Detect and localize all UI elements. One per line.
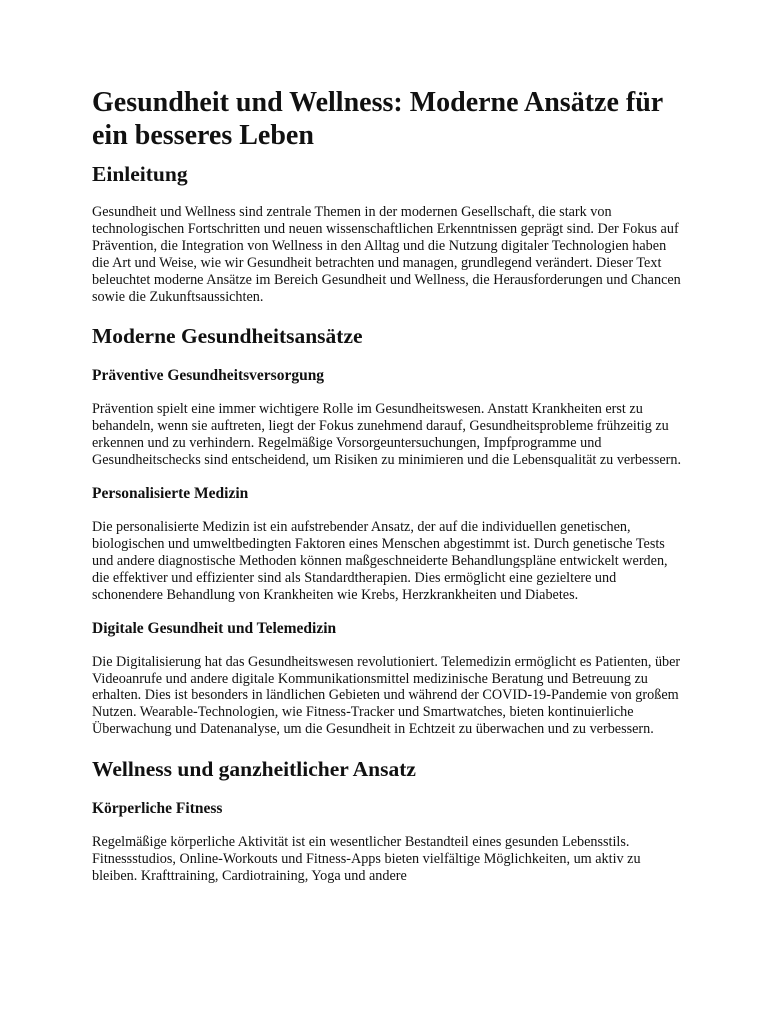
paragraph-personalisierte-medizin: Die personalisierte Medizin ist ein aufstrebender Ansatz, der auf die individuellen genetischen, biologischen und umweltbedingten Faktoren eines Menschen abgestimmt ist. Durch genetische Tests und andere diagnostische Methoden können maßgeschneiderte Behandlungspläne entwickelt werden, die effektiver und effizienter sind als Standardtherapien. Dies ermöglicht eine gezieltere und schonendere Behandlung von Krankheiten wie Krebs, Herzkrankheiten und Diabetes. — [92, 519, 668, 603]
paragraph-einleitung: Gesundheit und Wellness sind zentrale Themen in der modernen Gesellschaft, die stark von technologischen Fortschritten und neuen wissenschaftlichen Erkenntnissen geprägt sind. Der Fokus auf Prävention, die Integration von Wellness in den Alltag und die Nutzung digitaler Technologien haben die Art und Weise, wie wir Gesundheit betrachten und managen, grundlegend verändert. Dieser Text beleuchtet moderne Ansätze im Bereich Gesundheit und Wellness, die Herausforderungen und Chancen sowie die Zukunftsaussichten. — [92, 204, 681, 305]
subheading-praeventive-gesundheitsversorgung: Präventive Gesundheitsversorgung — [92, 367, 325, 385]
document-title: Gesundheit und Wellness: Moderne Ansätze für ein besseres Leben — [92, 87, 663, 151]
subheading-digitale-gesundheit: Digitale Gesundheit und Telemedizin — [92, 619, 337, 637]
heading-einleitung: Einleitung — [92, 162, 188, 186]
paragraph-digitale-gesundheit: Die Digitalisierung hat das Gesundheitswesen revolutioniert. Telemedizin ermöglicht es Patienten, über Videoanrufe und andere digitale Kommunikationsmittel medizinische Beratung und Betreuung zu erhalten. Dies ist besonders in ländlichen Gebieten und während der COVID-19-Pandemie von großem Nutzen. Wearable-Technologien, wie Fitness-Tracker und Smartwatches, bieten kontinuierliche Überwachung und Datenanalyse, um die Gesundheit in Echtzeit zu überwachen und zu verbessern. — [92, 653, 681, 738]
heading-moderne-gesundheitsansaetze: Moderne Gesundheitsansätze — [92, 324, 363, 349]
subheading-personalisierte-medizin: Personalisierte Medizin — [92, 485, 249, 503]
heading-wellness-ganzheitlich: Wellness und ganzheitlicher Ansatz — [92, 757, 416, 782]
paragraph-koerperliche-fitness: Regelmäßige körperliche Aktivität ist ein wesentlicher Bestandteil eines gesunden Lebensstils. Fitnessstudios, Online-Workouts und Fitness-Apps bieten vielfältige Möglichkeiten, um aktiv zu bleiben. Krafttraining, Cardiotraining, Yoga und andere — [92, 834, 641, 884]
subheading-koerperliche-fitness: Körperliche Fitness — [92, 800, 223, 818]
paragraph-praeventive-gesundheitsversorgung: Prävention spielt eine immer wichtigere Rolle im Gesundheitswesen. Anstatt Krankheiten erst zu behandeln, wenn sie auftreten, liegt der Fokus zunehmend darauf, Gesundheitsprobleme frühzeitig zu erkennen und zu verhindern. Regelmäßige Vorsorgeuntersuchungen, Impfprogramme und Gesundheitschecks sind entscheidend, um Risiken zu minimieren und die Lebensqualität zu verbessern. — [92, 401, 682, 469]
document-page — [92, 86, 682, 885]
